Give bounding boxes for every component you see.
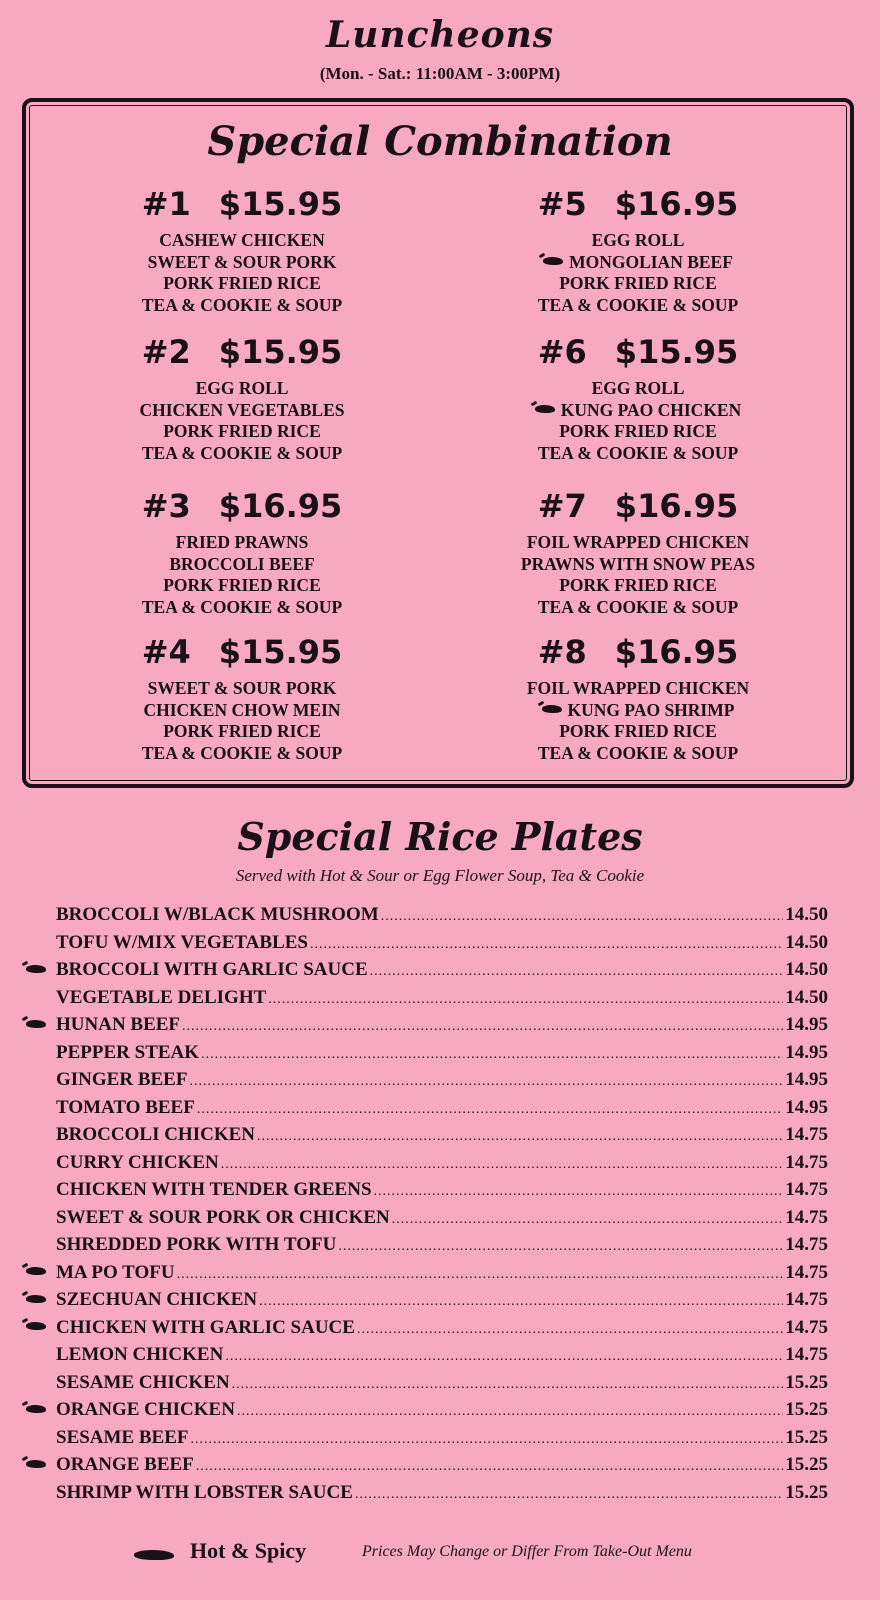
rice-plate-price: 14.75 bbox=[785, 1289, 828, 1310]
rice-plate-price: 14.50 bbox=[785, 904, 828, 925]
rice-plates-subtitle: Served with Hot & Sour or Egg Flower Soup, Tea & Cookie bbox=[235, 866, 645, 885]
rice-plate-row bbox=[22, 1262, 828, 1290]
dot-leader bbox=[374, 1184, 784, 1200]
dot-leader bbox=[338, 1239, 783, 1255]
rice-plate-row bbox=[22, 1289, 828, 1317]
combination-dish bbox=[458, 400, 818, 422]
chili-pepper-icon bbox=[543, 257, 563, 265]
combination-item bbox=[62, 332, 422, 464]
rice-plate-row bbox=[22, 1124, 828, 1152]
rice-plates-list bbox=[22, 904, 828, 1509]
rice-plate-name: SESAME BEEF bbox=[56, 1426, 189, 1448]
dot-leader bbox=[177, 1267, 784, 1283]
rice-plate-price: 14.75 bbox=[785, 1179, 828, 1200]
rice-plate-name: LEMON CHICKEN bbox=[56, 1344, 224, 1365]
combination-price: $16.95 bbox=[218, 487, 343, 525]
combination-dish bbox=[62, 378, 422, 400]
combination-dish-text: PORK FRIED RICE bbox=[163, 421, 321, 441]
rice-plate-row bbox=[22, 932, 828, 960]
combination-dish-text: PORK FRIED RICE bbox=[559, 575, 717, 595]
rice-plate-name: HUNAN BEEF bbox=[56, 1014, 181, 1035]
luncheon-hours: (Mon. - Sat.: 11:00AM - 3:00PM) bbox=[319, 64, 561, 83]
rice-plate-row bbox=[22, 1179, 828, 1207]
combination-dish bbox=[458, 678, 818, 700]
rice-plate-name: VEGETABLE DELIGHT bbox=[56, 986, 267, 1008]
rice-plate-price: 14.75 bbox=[785, 1206, 828, 1228]
rice-plate-name: SESAME CHICKEN bbox=[56, 1371, 230, 1393]
chili-pepper-icon bbox=[26, 1405, 46, 1413]
combination-dish bbox=[458, 421, 818, 443]
combination-dish bbox=[62, 421, 422, 443]
dot-leader bbox=[196, 1459, 783, 1475]
combination-dish bbox=[62, 252, 422, 274]
combination-dish bbox=[62, 721, 422, 743]
rice-plate-price: 14.75 bbox=[785, 1234, 828, 1255]
rice-plate-row bbox=[22, 1344, 828, 1372]
combination-dish bbox=[458, 378, 818, 400]
rice-plate-price: 14.95 bbox=[785, 1096, 828, 1118]
combination-dish-text: EGG ROLL bbox=[591, 230, 685, 250]
rice-plate-price: 15.25 bbox=[785, 1371, 828, 1393]
dot-leader bbox=[310, 937, 783, 953]
combination-item bbox=[62, 486, 422, 618]
combination-header bbox=[62, 184, 422, 224]
combination-dish bbox=[458, 554, 818, 576]
chili-pepper-icon bbox=[535, 405, 555, 413]
chili-pepper-icon bbox=[22, 1399, 56, 1421]
rice-plates-title: Special Rice Plates bbox=[237, 814, 643, 859]
chili-pepper-icon bbox=[22, 1289, 56, 1311]
combination-dish-text: TEA & COOKIE & SOUP bbox=[537, 442, 739, 463]
luncheons-title: Luncheons bbox=[325, 14, 555, 56]
chili-pepper-icon bbox=[22, 959, 56, 981]
rice-plate-name: PEPPER STEAK bbox=[56, 1041, 200, 1063]
combination-price: $16.95 bbox=[614, 185, 739, 223]
combination-dish-text: PORK FRIED RICE bbox=[559, 421, 717, 441]
footer bbox=[0, 1536, 880, 1568]
rice-plate-row bbox=[22, 1207, 828, 1235]
rice-plate-price: 14.75 bbox=[785, 1344, 828, 1365]
dot-leader bbox=[392, 1212, 783, 1228]
combination-dish bbox=[458, 230, 818, 252]
rice-plate-row bbox=[22, 1042, 828, 1070]
combination-number: #1 bbox=[141, 185, 191, 223]
combination-dish-text: PORK FRIED RICE bbox=[559, 273, 717, 293]
rice-plate-price: 14.50 bbox=[785, 959, 828, 980]
combination-dish-text: TEA & COOKIE & SOUP bbox=[141, 596, 343, 617]
combination-dish-text: PORK FRIED RICE bbox=[163, 721, 321, 741]
dot-leader bbox=[268, 992, 783, 1008]
rice-plate-name: CURRY CHICKEN bbox=[56, 1151, 219, 1173]
rice-plate-row bbox=[22, 1234, 828, 1262]
rice-plate-row bbox=[22, 1399, 828, 1427]
combination-header bbox=[458, 184, 818, 224]
rice-plate-row bbox=[22, 1482, 828, 1510]
combination-dish-text: TEA & COOKIE & SOUP bbox=[141, 742, 343, 763]
dot-leader bbox=[201, 1047, 783, 1063]
combination-item bbox=[62, 184, 422, 316]
hot-spicy-legend: Hot & Spicy bbox=[190, 1538, 307, 1563]
combination-dish-text: CHICKEN CHOW MEIN bbox=[143, 699, 341, 720]
combination-dish-text: MONGOLIAN BEEF bbox=[569, 251, 733, 272]
combination-dish bbox=[458, 700, 818, 722]
combination-dish-text: SWEET & SOUR PORK bbox=[147, 678, 337, 698]
combination-dish bbox=[62, 230, 422, 252]
combination-dish bbox=[62, 443, 422, 465]
combination-dish bbox=[62, 575, 422, 597]
rice-plate-name: CHICKEN WITH TENDER GREENS bbox=[56, 1179, 372, 1200]
combination-dish-text: TEA & COOKIE & SOUP bbox=[141, 294, 343, 315]
rice-plate-price: 14.50 bbox=[785, 931, 828, 953]
combination-price: $16.95 bbox=[614, 487, 739, 525]
combination-dish-text: TEA & COOKIE & SOUP bbox=[141, 442, 343, 463]
combination-price: $16.95 bbox=[614, 633, 739, 671]
combination-dish-text: KUNG PAO SHRIMP bbox=[567, 699, 735, 720]
combination-price: $15.95 bbox=[218, 185, 343, 223]
rice-plate-name: BROCCOLI CHICKEN bbox=[56, 1124, 255, 1145]
rice-plate-price: 14.75 bbox=[785, 1316, 828, 1338]
combination-dish bbox=[62, 554, 422, 576]
combination-dish bbox=[458, 721, 818, 743]
combination-price: $15.95 bbox=[218, 633, 343, 671]
combination-dish-text: CHICKEN VEGETABLES bbox=[139, 399, 345, 420]
combination-dish bbox=[62, 743, 422, 765]
combination-item bbox=[458, 632, 818, 764]
dot-leader bbox=[191, 1432, 784, 1448]
rice-plate-name: BROCCOLI W/BLACK MUSHROOM bbox=[56, 904, 379, 925]
combination-dish bbox=[62, 273, 422, 295]
combination-header bbox=[62, 632, 422, 672]
dot-leader bbox=[257, 1129, 783, 1145]
rice-plate-name: CHICKEN WITH GARLIC SAUCE bbox=[56, 1316, 355, 1338]
combination-number: #8 bbox=[537, 633, 587, 671]
rice-plate-row bbox=[22, 1152, 828, 1180]
chili-pepper-icon bbox=[22, 1454, 56, 1476]
combination-dish bbox=[62, 678, 422, 700]
combination-header bbox=[458, 332, 818, 372]
combination-number: #6 bbox=[537, 333, 587, 371]
dot-leader bbox=[355, 1487, 783, 1503]
rice-plate-name: SWEET & SOUR PORK OR CHICKEN bbox=[56, 1206, 390, 1228]
rice-plate-row bbox=[22, 1427, 828, 1455]
dot-leader bbox=[182, 1019, 783, 1035]
combination-dish-text: EGG ROLL bbox=[591, 378, 685, 398]
rice-plate-name: MA PO TOFU bbox=[56, 1261, 175, 1283]
combination-dish-text: FRIED PRAWNS bbox=[175, 532, 309, 552]
dot-leader bbox=[381, 909, 784, 925]
combination-item bbox=[62, 632, 422, 764]
combination-dish bbox=[62, 700, 422, 722]
combination-dish bbox=[458, 597, 818, 619]
rice-plate-row bbox=[22, 987, 828, 1015]
combination-dish bbox=[458, 443, 818, 465]
dot-leader bbox=[259, 1294, 783, 1310]
rice-plate-price: 14.75 bbox=[785, 1124, 828, 1145]
rice-plate-price: 14.50 bbox=[785, 986, 828, 1008]
combination-number: #4 bbox=[141, 633, 191, 671]
combination-dish-text: FOIL WRAPPED CHICKEN bbox=[526, 532, 750, 552]
combination-price: $15.95 bbox=[218, 333, 343, 371]
combination-item bbox=[458, 486, 818, 618]
combination-dish-text: TEA & COOKIE & SOUP bbox=[537, 596, 739, 617]
chili-pepper-icon bbox=[26, 1322, 46, 1330]
rice-plate-name: SHRIMP WITH LOBSTER SAUCE bbox=[56, 1481, 353, 1503]
dot-leader bbox=[221, 1157, 783, 1173]
dot-leader bbox=[370, 964, 784, 980]
rice-plate-price: 14.75 bbox=[785, 1151, 828, 1173]
rice-plate-row bbox=[22, 1317, 828, 1345]
rice-plate-row bbox=[22, 959, 828, 987]
combination-dish bbox=[458, 532, 818, 554]
combination-dish-text: PORK FRIED RICE bbox=[163, 273, 321, 293]
rice-plate-price: 14.75 bbox=[785, 1261, 828, 1283]
chili-pepper-icon bbox=[26, 1460, 46, 1468]
rice-plate-row bbox=[22, 904, 828, 932]
combination-dish bbox=[62, 295, 422, 317]
chili-pepper-icon bbox=[22, 1317, 56, 1339]
dot-leader bbox=[225, 1349, 783, 1365]
combination-dish-text: EGG ROLL bbox=[195, 378, 289, 398]
rice-plate-name: GINGER BEEF bbox=[56, 1069, 188, 1090]
combination-item bbox=[458, 184, 818, 316]
rice-plate-price: 14.95 bbox=[785, 1069, 828, 1090]
chili-pepper-icon bbox=[22, 1262, 56, 1284]
chili-pepper-icon bbox=[26, 1295, 46, 1303]
combination-dish bbox=[458, 273, 818, 295]
combination-dish-text: PORK FRIED RICE bbox=[163, 575, 321, 595]
rice-plate-row bbox=[22, 1454, 828, 1482]
rice-plate-price: 14.95 bbox=[785, 1041, 828, 1063]
combination-dish-text: KUNG PAO CHICKEN bbox=[560, 399, 742, 420]
rice-plate-row bbox=[22, 1069, 828, 1097]
rice-plate-name: TOMATO BEEF bbox=[56, 1096, 195, 1118]
combination-header bbox=[458, 486, 818, 526]
combination-dish bbox=[458, 295, 818, 317]
combination-dish bbox=[458, 252, 818, 274]
combination-header bbox=[62, 332, 422, 372]
combination-number: #2 bbox=[141, 333, 191, 371]
rice-plate-row bbox=[22, 1014, 828, 1042]
price-note: Prices May Change or Differ From Take-Out Menu bbox=[362, 1543, 692, 1560]
rice-plate-name: SZECHUAN CHICKEN bbox=[56, 1289, 258, 1310]
chili-pepper-icon bbox=[26, 1267, 46, 1275]
rice-plate-name: TOFU W/MIX VEGETABLES bbox=[56, 931, 308, 953]
chili-pepper-icon bbox=[542, 705, 562, 713]
combination-item bbox=[458, 332, 818, 464]
combination-dish bbox=[62, 532, 422, 554]
dot-leader bbox=[237, 1404, 783, 1420]
combination-dish-text: FOIL WRAPPED CHICKEN bbox=[526, 678, 750, 698]
rice-plate-name: BROCCOLI WITH GARLIC SAUCE bbox=[56, 959, 368, 980]
combination-dish bbox=[458, 743, 818, 765]
combination-header bbox=[458, 632, 818, 672]
combination-number: #3 bbox=[141, 487, 191, 525]
dot-leader bbox=[357, 1322, 783, 1338]
combination-number: #5 bbox=[537, 185, 587, 223]
combination-dish bbox=[62, 597, 422, 619]
combination-dish-text: BROCCOLI BEEF bbox=[169, 553, 315, 574]
combination-number: #7 bbox=[537, 487, 587, 525]
combination-dish-text: TEA & COOKIE & SOUP bbox=[537, 294, 739, 315]
dot-leader bbox=[189, 1074, 783, 1090]
combination-dish bbox=[458, 575, 818, 597]
dot-leader bbox=[197, 1102, 783, 1118]
rice-plate-name: ORANGE BEEF bbox=[56, 1454, 194, 1475]
combination-dish bbox=[62, 400, 422, 422]
chili-pepper-icon bbox=[134, 1550, 174, 1560]
rice-plate-price: 15.25 bbox=[785, 1481, 828, 1503]
combination-dish-text: CASHEW CHICKEN bbox=[159, 230, 325, 250]
chili-pepper-icon bbox=[26, 965, 46, 973]
rice-plate-price: 15.25 bbox=[785, 1454, 828, 1475]
combination-dish-text: PRAWNS WITH SNOW PEAS bbox=[520, 553, 756, 574]
rice-plate-row bbox=[22, 1372, 828, 1400]
chili-pepper-icon bbox=[26, 1020, 46, 1028]
rice-plate-price: 15.25 bbox=[785, 1399, 828, 1420]
dot-leader bbox=[232, 1377, 784, 1393]
combination-dish-text: TEA & COOKIE & SOUP bbox=[537, 742, 739, 763]
combination-dish-text: PORK FRIED RICE bbox=[559, 721, 717, 741]
rice-plate-name: SHREDDED PORK WITH TOFU bbox=[56, 1234, 337, 1255]
rice-plate-price: 14.95 bbox=[785, 1014, 828, 1035]
combination-title: Special Combination bbox=[207, 118, 673, 165]
rice-plate-row bbox=[22, 1097, 828, 1125]
combination-header bbox=[62, 486, 422, 526]
rice-plate-name: ORANGE CHICKEN bbox=[56, 1399, 235, 1420]
combination-dish-text: SWEET & SOUR PORK bbox=[147, 251, 337, 272]
combination-price: $15.95 bbox=[614, 333, 739, 371]
chili-pepper-icon bbox=[22, 1014, 56, 1036]
rice-plate-price: 15.25 bbox=[785, 1426, 828, 1448]
